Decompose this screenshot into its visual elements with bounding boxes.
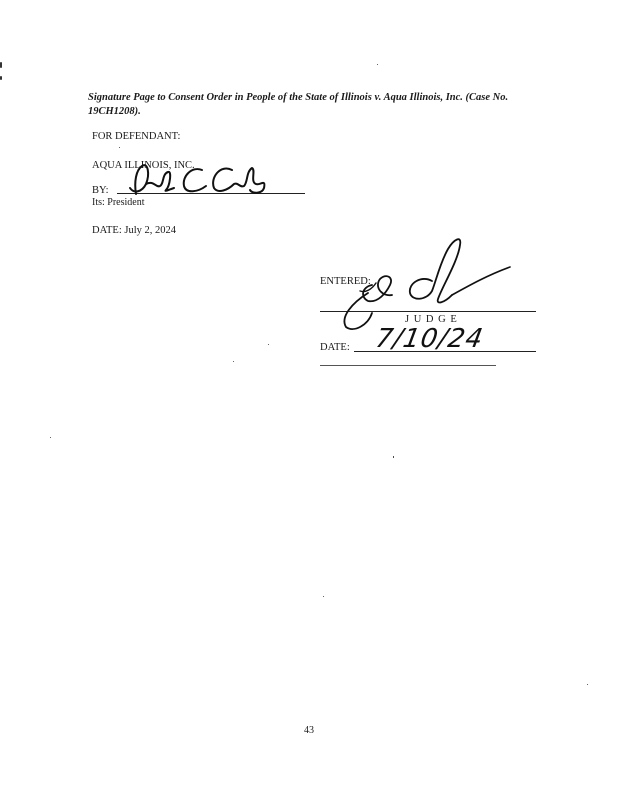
court-second-line bbox=[320, 365, 496, 366]
defendant-date: DATE: July 2, 2024 bbox=[92, 225, 176, 236]
its-title: Its: President bbox=[92, 197, 145, 208]
handwritten-court-date: 7/10/24 bbox=[373, 324, 486, 354]
scan-speck bbox=[377, 64, 378, 65]
by-label: BY: bbox=[92, 185, 109, 196]
signature-page-caption: Signature Page to Consent Order in People of the State of Illinois v. Aqua Illinois, Inc. (Case No. 19CH1208). bbox=[88, 92, 509, 117]
company-name: AQUA ILLINOIS, INC. bbox=[92, 160, 195, 171]
judge-signature-icon bbox=[332, 233, 542, 333]
scan-speck bbox=[393, 456, 394, 458]
scan-speck bbox=[233, 361, 234, 362]
judge-label: J U D G E bbox=[405, 314, 458, 325]
page-number: 43 bbox=[304, 725, 314, 736]
scan-speck bbox=[323, 596, 324, 597]
scan-speck bbox=[50, 437, 51, 438]
defendant-signature-icon bbox=[120, 160, 280, 200]
scan-speck bbox=[119, 147, 120, 148]
entered-label: ENTERED: bbox=[320, 276, 371, 287]
scan-speck bbox=[0, 76, 2, 80]
scan-speck bbox=[268, 344, 269, 345]
scan-speck bbox=[587, 684, 588, 685]
scan-speck bbox=[0, 62, 2, 68]
defendant-heading: FOR DEFENDANT: bbox=[92, 131, 181, 142]
court-date-label: DATE: bbox=[320, 342, 350, 353]
